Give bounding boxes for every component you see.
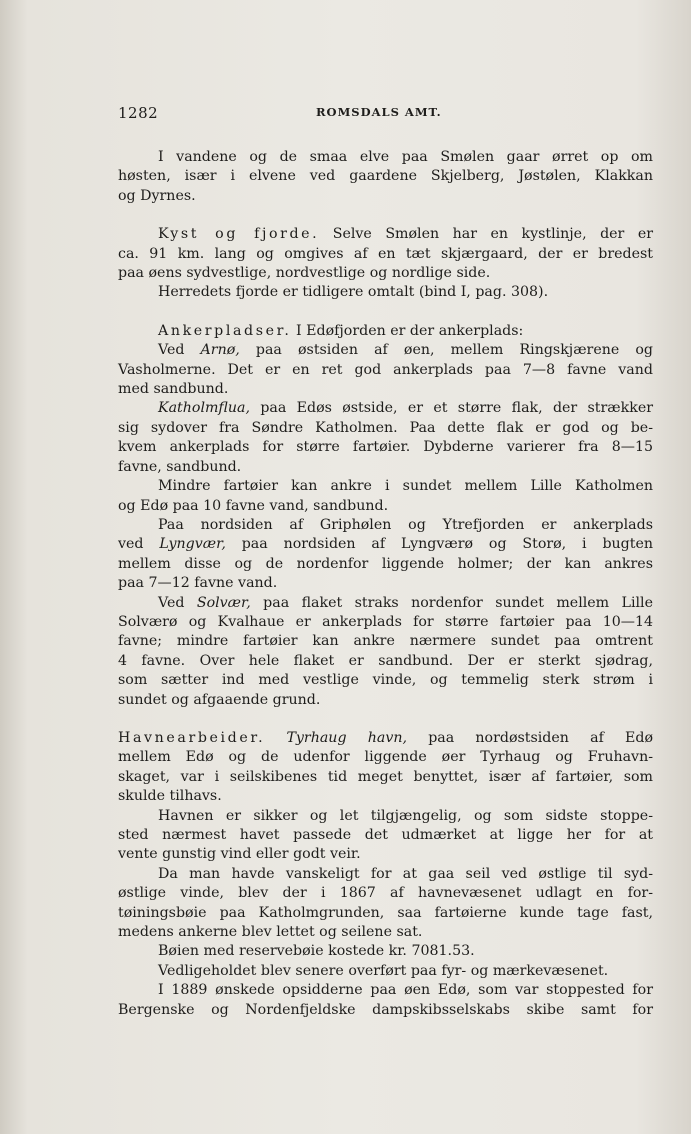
text-line: Vasholmerne. Det er en ret god ankerplads paa 7—8 favne vand	[118, 361, 653, 378]
text-line: Mindre fartøier kan ankre i sundet mellem Lille Katholmen	[158, 478, 653, 495]
text-fragment: paa flaket straks nordenfor sundet mellem Lille	[263, 594, 653, 611]
place-name: Lyngvær,	[159, 536, 226, 553]
text-line: I 1889 ønskede opsidderne paa øen Edø, som var stoppested for	[158, 982, 653, 999]
text-line: vente gunstig vind eller godt veir.	[118, 846, 361, 863]
text-fragment: I Edøfjorden er der ankerplads:	[296, 322, 524, 339]
text-fragment: Ved	[158, 594, 185, 611]
text-line: skaget, var i seilskibenes tid meget benyttet, især af fartøier, som	[118, 768, 653, 785]
text-line: østlige vinde, blev der i 1867 af havnevæsenet udlagt en for-	[118, 885, 653, 902]
place-name: Arnø,	[200, 342, 240, 359]
text-fragment: Ved	[158, 342, 185, 359]
text-line	[118, 535, 653, 554]
text-line: paa 7—12 favne vand.	[118, 575, 278, 592]
text-line: og Dyrnes.	[118, 187, 196, 204]
text-fragment: Selve Smølen har en kystlinje, der er	[332, 226, 654, 243]
paragraph-gap	[118, 710, 653, 729]
paragraph-gap	[118, 206, 653, 225]
section-heading-havnearbeider: Havnearbeider.	[118, 729, 266, 746]
section-heading-kyst: Kyst og fjorde.	[158, 226, 320, 243]
text-line: sig sydover fra Søndre Katholmen. Paa dette flak er god og be-	[118, 419, 653, 436]
text-line: sted nærmest havet passede det udmærket at ligge her for at	[118, 827, 653, 843]
text-line	[118, 341, 653, 360]
text-fragment: paa østsiden af øen, mellem Ringskjærene og	[255, 342, 653, 359]
text-line: Bergenske og Nordenfjeldske dampskibsselskabs skibe samt for	[118, 1001, 653, 1018]
text-line	[118, 225, 653, 244]
text-line	[118, 729, 653, 748]
section-heading-ankerpladser: Ankerpladser.	[158, 322, 292, 339]
text-line: favne; mindre fartøier kan ankre nærmere sundet paa omtrent	[118, 633, 653, 650]
text-line: med sandbund.	[118, 381, 229, 398]
page-number: 1282	[118, 104, 159, 122]
text-line: I vandene og de smaa elve paa Smølen gaar ørret op om	[158, 149, 653, 165]
text-line: Vedligeholdet blev senere overført paa fyr- og mærkevæsenet.	[158, 962, 609, 979]
text-line: Havnen er sikker og let tilgjængelig, og som sidste stoppe-	[158, 807, 653, 824]
text-line: sundet og afgaaende grund.	[118, 691, 321, 708]
text-fragment: paa nordsiden af Lyngværø og Storø, i bugten	[241, 536, 653, 553]
page-header	[118, 104, 651, 126]
text-line	[118, 399, 653, 418]
text-line: kvem ankerplads for større fartøier. Dybderne varierer fra 8—15	[118, 439, 653, 456]
text-line: og Edø paa 10 favne vand, sandbund.	[118, 497, 389, 514]
text-line: mellem Edø og de udenfor liggende øer Tyrhaug og Fruhavn-	[118, 749, 653, 766]
text-line	[118, 322, 653, 341]
text-line	[118, 594, 653, 613]
text-line: 4 favne. Over hele flaket er sandbund. Der er sterkt sjødrag,	[118, 652, 653, 669]
place-name: Tyrhaug havn,	[286, 729, 407, 746]
paragraph-gap	[118, 303, 653, 322]
text-line: Herredets fjorde er tidligere omtalt (bind I, pag. 308).	[158, 284, 549, 301]
text-line: høsten, især i elvene ved gaardene Skjelberg, Jøstølen, Klakkan	[118, 168, 653, 185]
running-title: ROMSDALS AMT.	[316, 105, 442, 119]
text-line: tøiningsbøie paa Katholmgrunden, saa fartøierne kunde tage fast,	[118, 904, 653, 921]
text-line: mellem disse og de nordenfor liggende holmer; der kan ankres	[118, 555, 653, 572]
text-fragment: paa nordøstsiden af Edø	[428, 729, 653, 746]
text-line: Paa nordsiden af Griphølen og Ytrefjorden er ankerplads	[158, 516, 653, 533]
text-line: Da man havde vanskeligt for at gaa seil ved østlige til syd-	[158, 865, 653, 882]
text-line: Solværø og Kvalhaue er ankerplads for større fartøier paa 10—14	[118, 613, 653, 630]
place-name: Solvær,	[196, 594, 251, 611]
text-line: favne, sandbund.	[118, 458, 242, 475]
text-fragment: ved	[118, 536, 144, 553]
text-line: medens ankerne blev lettet og seilene sat.	[118, 924, 423, 941]
text-line: ca. 91 km. lang og omgives af en tæt skjærgaard, der er bredest	[118, 245, 653, 262]
text-line: som sætter ind med vestlige vinde, og temmelig sterk strøm i	[118, 672, 653, 689]
body-text	[118, 148, 653, 1020]
text-fragment: paa Edøs østside, er et større flak, der strækker	[260, 400, 654, 417]
text-line: Bøien med reservebøie kostede kr. 7081.53.	[158, 943, 475, 960]
text-line: paa øens sydvestlige, nordvestlige og nordlige side.	[118, 265, 491, 282]
place-name: Katholmflua,	[158, 400, 250, 417]
text-line: skulde tilhavs.	[118, 788, 222, 805]
